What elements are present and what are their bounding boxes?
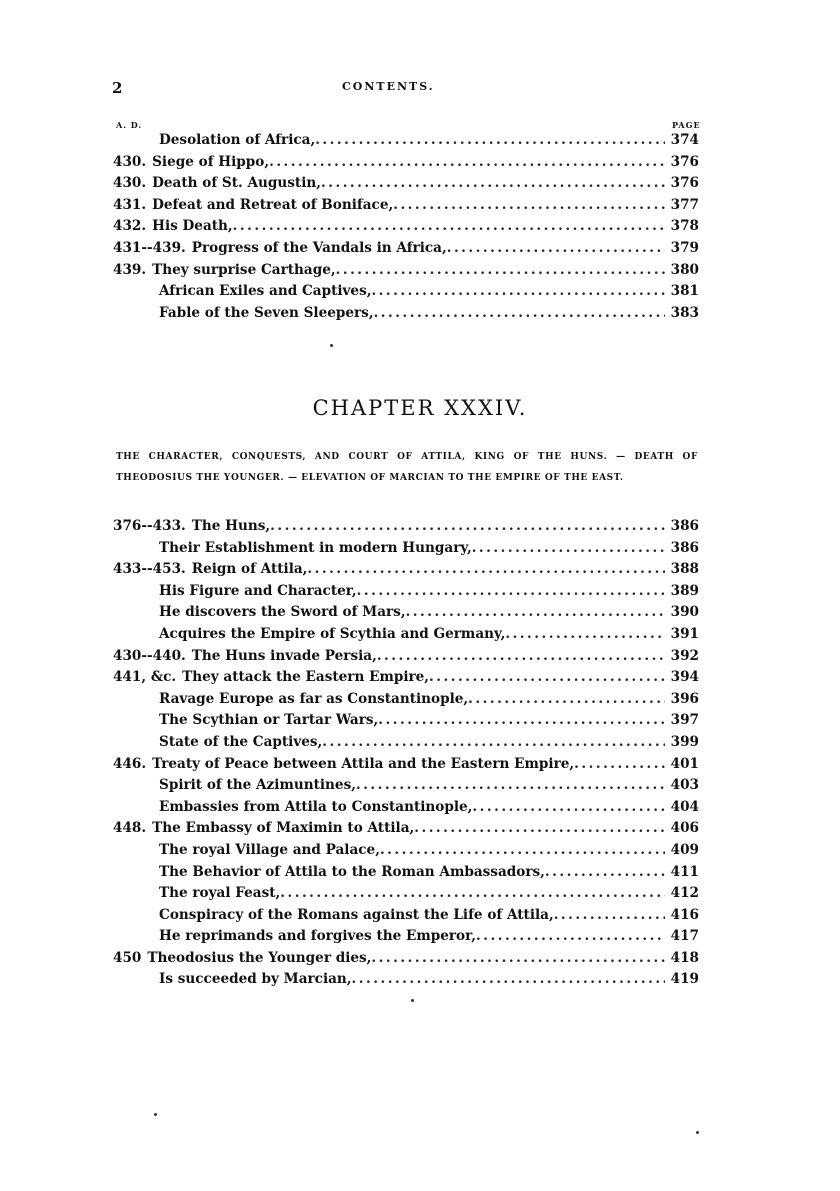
dot-leader: [377, 648, 665, 664]
toc-entry-year: 433--453.: [113, 561, 186, 578]
toc-entry: [113, 132, 699, 154]
dot-leader: [472, 799, 664, 815]
toc-entry-page: 419: [670, 971, 699, 988]
toc-entry-title: They attack the Eastern Empire,: [182, 669, 430, 686]
dot-leader: [357, 583, 665, 599]
toc-entry: [113, 604, 699, 626]
toc-entry-year: 430--440.: [113, 647, 186, 664]
toc-entry-page: 389: [670, 582, 699, 599]
dot-leader: [574, 756, 664, 772]
toc-entry-page: 377: [670, 196, 699, 213]
dot-leader: [322, 734, 664, 750]
toc-entry-page: 409: [670, 841, 699, 858]
toc-entry-title: The royal Village and Palace,: [159, 841, 380, 858]
toc-entry-title: Conspiracy of the Romans against the Life of Attila,: [159, 906, 554, 923]
dot-leader: [545, 864, 665, 880]
toc-entry-year: 450: [113, 949, 142, 966]
toc-entry-page: 401: [670, 755, 699, 772]
toc-list-chapter-xxxiv: [113, 518, 699, 993]
dot-leader: [414, 820, 664, 836]
toc-entry-page: 381: [670, 283, 699, 300]
toc-entry-year: 441, &c.: [113, 669, 177, 686]
dot-leader: [321, 175, 665, 191]
toc-entry-title: Embassies from Attila to Constantinople,: [159, 798, 473, 815]
toc-entry-title: Reign of Attila,: [191, 561, 308, 578]
toc-entry: [113, 583, 699, 605]
toc-entry: [113, 648, 699, 670]
toc-entry: [113, 518, 699, 540]
toc-entry-page: 383: [670, 304, 699, 321]
column-head-page: PAGE: [672, 120, 701, 130]
toc-entry: [113, 240, 699, 262]
toc-entry-page: 374: [670, 132, 699, 148]
toc-entry-year: 431.: [113, 196, 147, 213]
toc-entry-title: African Exiles and Captives,: [159, 283, 372, 300]
toc-entry: [113, 197, 699, 219]
toc-entry: [113, 691, 699, 713]
toc-entry: [113, 885, 699, 907]
toc-entry-title: The Huns invade Persia,: [191, 647, 377, 664]
running-head: CONTENTS.: [342, 80, 435, 93]
toc-entry: [113, 561, 699, 583]
toc-entry-title: Is succeeded by Marcian,: [159, 971, 352, 988]
toc-entry-page: 376: [670, 153, 699, 170]
chapter-summary: THE CHARACTER, CONQUESTS, AND COURT OF ATTILA, KING OF THE HUNS. — DEATH OF THEODOSIUS THE YOUNGER. — ELEVATION OF MARCIAN TO THE EMPIRE OF THE EAST.: [116, 452, 698, 483]
toc-entry-page: 380: [670, 261, 699, 278]
dot-leader: [233, 218, 665, 234]
dot-leader: [380, 842, 665, 858]
toc-entry-page: 416: [670, 906, 699, 923]
dot-leader: [393, 197, 664, 213]
dot-leader: [378, 712, 664, 728]
toc-entry-page: 406: [670, 820, 699, 837]
dot-leader: [447, 240, 665, 256]
toc-entry-title: Spirit of the Azimuntines,: [159, 777, 356, 794]
toc-entry-page: 417: [670, 928, 699, 945]
toc-entry-page: 412: [670, 885, 699, 902]
toc-entry-title: They surprise Carthage,: [152, 261, 336, 278]
toc-entry-year: 446.: [113, 755, 147, 772]
dot-leader: [371, 283, 664, 299]
toc-entry-title: Desolation of Africa,: [159, 132, 316, 148]
dot-leader: [336, 262, 665, 278]
toc-entry-page: 396: [670, 690, 699, 707]
toc-entry-page: 411: [670, 863, 699, 880]
toc-entry: [113, 283, 699, 305]
toc-entry-page: 399: [670, 733, 699, 750]
toc-entry: [113, 154, 699, 176]
toc-entry: [113, 540, 699, 562]
toc-entry-page: 391: [670, 625, 699, 642]
toc-entry-title: Acquires the Empire of Scythia and Germany,: [159, 625, 506, 642]
dot-leader: [307, 561, 664, 577]
dot-leader: [429, 669, 665, 685]
column-head-year: A. D.: [116, 120, 143, 130]
dot-leader: [406, 604, 665, 620]
toc-entry-page: 397: [670, 712, 699, 729]
toc-entry-page: 394: [670, 669, 699, 686]
toc-entry-title: Siege of Hippo,: [152, 153, 270, 170]
toc-entry-year: 432.: [113, 218, 147, 235]
dot-leader: [476, 928, 665, 944]
dot-leader: [270, 518, 664, 534]
toc-entry-year: 430.: [113, 153, 147, 170]
toc-entry: [113, 669, 699, 691]
toc-entry-page: 392: [670, 647, 699, 664]
speck-mark: [330, 344, 333, 347]
toc-entry-page: 379: [670, 239, 699, 256]
toc-entry-page: 386: [670, 518, 699, 534]
toc-entry-title: Death of St. Augustin,: [152, 175, 321, 192]
toc-list-previous-chapter: [113, 132, 699, 326]
toc-entry: [113, 756, 699, 778]
toc-entry-page: 403: [670, 777, 699, 794]
toc-entry: [113, 262, 699, 284]
toc-entry: [113, 907, 699, 929]
dot-leader: [472, 540, 665, 556]
page-number: 2: [112, 79, 123, 97]
toc-entry-page: 388: [670, 561, 699, 578]
chapter-heading: CHAPTER XXXIV.: [312, 396, 528, 420]
toc-entry: [113, 950, 699, 972]
toc-entry-year: 448.: [113, 820, 147, 837]
dot-leader: [352, 971, 665, 987]
toc-entry: [113, 175, 699, 197]
toc-entry-title: Their Establishment in modern Hungary,: [159, 539, 472, 556]
toc-entry-title: He discovers the Sword of Mars,: [159, 604, 406, 621]
toc-entry: [113, 820, 699, 842]
toc-entry: [113, 626, 699, 648]
toc-entry-title: Treaty of Peace between Attila and the Eastern Empire,: [152, 755, 575, 772]
toc-entry-year: 376--433.: [113, 518, 186, 534]
toc-entry-page: 390: [670, 604, 699, 621]
speck-mark: [411, 999, 414, 1002]
toc-entry-page: 418: [670, 949, 699, 966]
toc-entry-title: State of the Captives,: [159, 733, 323, 750]
toc-entry: [113, 734, 699, 756]
toc-entry: [113, 305, 699, 327]
dot-leader: [280, 885, 664, 901]
toc-entry: [113, 842, 699, 864]
toc-entry-title: Fable of the Seven Sleepers,: [159, 304, 374, 321]
toc-entry-year: 430.: [113, 175, 147, 192]
dot-leader: [554, 907, 665, 923]
toc-entry-page: 376: [670, 175, 699, 192]
toc-entry: [113, 971, 699, 993]
speck-mark: [154, 1113, 157, 1116]
toc-entry-title: He reprimands and forgives the Emperor,: [159, 928, 477, 945]
toc-entry: [113, 928, 699, 950]
toc-entry-title: The royal Feast,: [159, 885, 281, 902]
toc-entry-title: The Scythian or Tartar Wars,: [159, 712, 379, 729]
dot-leader: [374, 305, 665, 321]
toc-entry-title: Progress of the Vandals in Africa,: [191, 239, 447, 256]
toc-entry-title: Defeat and Retreat of Boniface,: [152, 196, 394, 213]
dot-leader: [505, 626, 664, 642]
toc-entry-year: 431--439.: [113, 239, 186, 256]
toc-entry-year: 439.: [113, 261, 147, 278]
toc-entry-page: 386: [670, 539, 699, 556]
toc-entry: [113, 777, 699, 799]
toc-entry-title: Ravage Europe as far as Constantinople,: [159, 690, 469, 707]
toc-entry-title: The Huns,: [191, 518, 271, 534]
toc-entry-title: Theodosius the Younger dies,: [147, 949, 372, 966]
toc-entry-title: His Death,: [152, 218, 233, 235]
toc-entry-title: The Embassy of Maximin to Attila,: [152, 820, 415, 837]
dot-leader: [371, 950, 664, 966]
dot-leader: [468, 691, 664, 707]
speck-mark: [696, 1131, 699, 1134]
dot-leader: [356, 777, 665, 793]
toc-entry: [113, 712, 699, 734]
toc-entry-page: 404: [670, 798, 699, 815]
toc-entry: [113, 218, 699, 240]
toc-entry: [113, 799, 699, 821]
toc-entry-title: The Behavior of Attila to the Roman Ambassadors,: [159, 863, 545, 880]
toc-entry: [113, 864, 699, 886]
toc-entry-title: His Figure and Character,: [159, 582, 357, 599]
dot-leader: [269, 154, 665, 170]
dot-leader: [315, 132, 664, 148]
toc-entry-page: 378: [670, 218, 699, 235]
